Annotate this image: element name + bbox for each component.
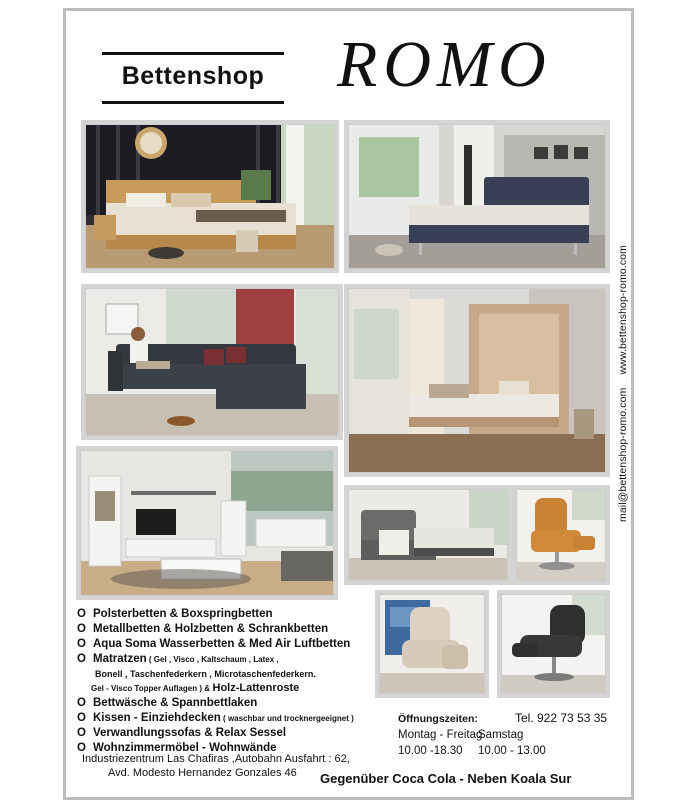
photo-sofa-bed <box>348 489 508 581</box>
photo-living-room <box>80 450 334 596</box>
address-line-1: Industriezentrum Las Chafiras ,Autobahn Ausfahrt : 62, <box>82 753 350 765</box>
landmark-note: Gegenüber Coca Cola - Neben Koala Sur <box>320 771 572 786</box>
list-item: O Verwandlungssofas & Relax Sessel <box>77 727 287 739</box>
photo-corner-sofa <box>85 288 339 436</box>
photo-orange-recliner <box>516 489 606 581</box>
phone-number[interactable]: Tel. 922 73 53 35 <box>515 711 608 725</box>
photo-wall-bed <box>348 288 606 473</box>
list-item: O Matratzen ( Gel , Visco , Kaltschaum , Latex , <box>77 653 279 665</box>
list-item: O Metallbetten & Holzbetten & Schrankbetten <box>77 623 329 635</box>
saturday-time: 10.00 - 13.00 <box>478 745 546 757</box>
list-item: O Kissen - Einziehdecken ( waschbar und trocknergeeignet ) <box>77 712 354 724</box>
list-item-detail: Bonell , Taschenfederkern , Microtaschenfederkern. <box>95 669 316 679</box>
list-item: O Aqua Soma Wasserbetten & Med Air Luftbetten <box>77 638 351 650</box>
photo-bedroom-wood-bed <box>85 124 335 269</box>
hours-title: Öffnungszeiten: <box>398 713 478 725</box>
list-item: O Wohnzimmermöbel - Wohnwände <box>77 742 277 754</box>
saturday-label: Samstag <box>478 729 524 741</box>
email-link[interactable]: mail@bettenshop-romo.com <box>617 387 629 522</box>
hours-table <box>398 727 546 759</box>
list-item: O Polsterbetten & Boxspringbetten <box>77 608 273 620</box>
photo-black-recliner <box>501 594 606 694</box>
address <box>82 752 350 780</box>
shop-label: Bettenshop <box>102 52 284 104</box>
weekdays-time: 10.00 -18.30 <box>398 745 463 757</box>
brand-logo: ROMO <box>337 28 552 101</box>
photo-boxspring-bed <box>348 124 606 269</box>
website-link[interactable]: www.bettenshop-romo.com <box>617 244 629 375</box>
address-line-2: Avd. Modesto Hernandez Gonzales 46 <box>108 767 297 779</box>
list-item-detail: Gel - Visco Topper Auflagen ) & Holz-Lattenroste <box>91 682 300 694</box>
list-item: O Bettwäsche & Spannbettlaken <box>77 697 258 709</box>
side-contact <box>617 235 629 522</box>
feature-list <box>77 607 407 756</box>
weekdays-label: Montag - Freitag <box>398 729 483 741</box>
